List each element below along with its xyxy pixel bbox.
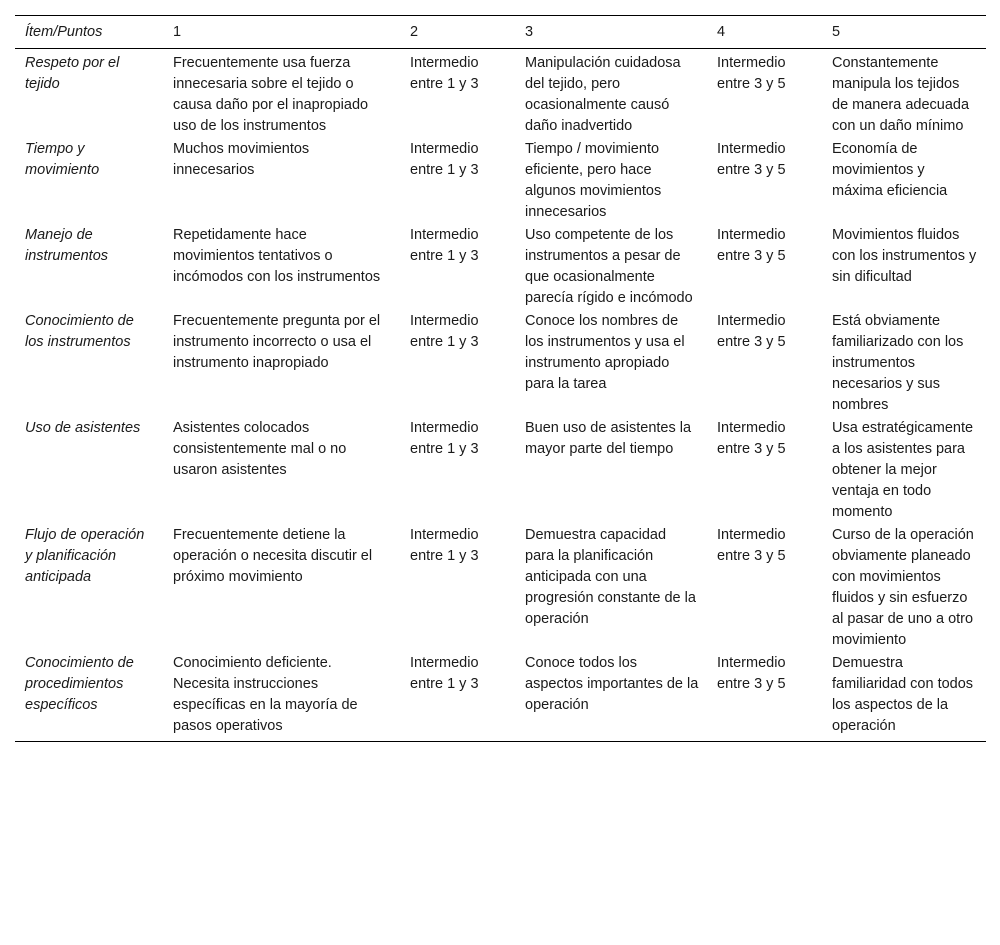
cell-score-5: Usa estratégicamente a los asistentes para obtener la mejor ventaja en todo momento (832, 420, 974, 520)
cell-score-5: Demuestra familiaridad con todos los aspectos de la operación (832, 655, 974, 734)
cell-score-2: Intermedio entre 1 y 3 (410, 55, 479, 92)
cell-score-2: Intermedio entre 1 y 3 (410, 655, 479, 692)
cell-score-3: Tiempo / movimiento eficiente, pero hace algunos movimientos innecesarios (525, 141, 662, 220)
header-score-1: 1 (173, 24, 182, 40)
table-row (15, 417, 986, 524)
cell-score-4: Intermedio entre 3 y 5 (717, 55, 786, 92)
cell-score-4: Intermedio entre 3 y 5 (717, 227, 786, 264)
cell-score-2: Intermedio entre 1 y 3 (410, 141, 479, 178)
row-item-label: Conocimiento de procedimientos específicos (25, 655, 134, 713)
row-item-label: Respeto por el tejido (25, 55, 120, 92)
cell-score-5: Constantemente manipula los tejidos de manera adecuada con un daño mínimo (832, 55, 970, 134)
cell-score-3: Conoce todos los aspectos importantes de la operación (525, 655, 699, 713)
table-row (15, 310, 986, 417)
cell-score-3: Manipulación cuidadosa del tejido, pero ocasionalmente causó daño inadvertido (525, 55, 681, 134)
row-item-label: Uso de asistentes (25, 420, 141, 436)
row-item-label: Manejo de instrumentos (25, 227, 109, 264)
header-row (15, 16, 986, 49)
cell-score-3: Conoce los nombres de los instrumentos y usa el instrumento apropiado para la tarea (525, 313, 685, 392)
header-item-points: Ítem/Puntos (25, 24, 103, 40)
row-item-label: Conocimiento de los instrumentos (25, 313, 134, 350)
cell-score-2: Intermedio entre 1 y 3 (410, 527, 479, 564)
cell-score-3: Demuestra capacidad para la planificación anticipada con una progresión constante de la operación (525, 527, 696, 627)
cell-score-3: Buen uso de asistentes la mayor parte del tiempo (525, 420, 692, 457)
cell-score-1: Repetidamente hace movimientos tentativos o incómodos con los instrumentos (173, 227, 381, 285)
table-row (15, 49, 986, 139)
table-row (15, 652, 986, 742)
cell-score-1: Conocimiento deficiente. Necesita instrucciones específicas en la mayoría de pasos operativos (173, 655, 358, 734)
cell-score-4: Intermedio entre 3 y 5 (717, 420, 786, 457)
cell-score-5: Movimientos fluidos con los instrumentos y sin dificultad (832, 227, 977, 285)
table-header (15, 16, 986, 49)
cell-score-5: Economía de movimientos y máxima eficiencia (832, 141, 948, 199)
cell-score-2: Intermedio entre 1 y 3 (410, 227, 479, 264)
table-row (15, 224, 986, 310)
header-score-5: 5 (832, 24, 841, 40)
header-score-2: 2 (410, 24, 419, 40)
rubric-table-container (15, 15, 986, 742)
cell-score-1: Frecuentemente usa fuerza innecesaria sobre el tejido o causa daño por el inapropiado uso de los instrumentos (173, 55, 369, 134)
cell-score-1: Asistentes colocados consistentemente mal o no usaron asistentes (173, 420, 347, 478)
cell-score-4: Intermedio entre 3 y 5 (717, 655, 786, 692)
cell-score-4: Intermedio entre 3 y 5 (717, 527, 786, 564)
cell-score-5: Está obviamente familiarizado con los instrumentos necesarios y sus nombres (832, 313, 964, 413)
table-body (15, 49, 986, 742)
table-row (15, 524, 986, 652)
cell-score-1: Muchos movimientos innecesarios (173, 141, 310, 178)
row-item-label: Flujo de operación y planificación anticipada (25, 527, 145, 585)
cell-score-4: Intermedio entre 3 y 5 (717, 313, 786, 350)
cell-score-4: Intermedio entre 3 y 5 (717, 141, 786, 178)
header-score-4: 4 (717, 24, 726, 40)
cell-score-3: Uso competente de los instrumentos a pesar de que ocasionalmente parecía rígido e incómodo (525, 227, 693, 306)
cell-score-5: Curso de la operación obviamente planeado con movimientos fluidos y sin esfuerzo al pasar de uno a otro movimiento (832, 527, 974, 648)
row-item-label: Tiempo y movimiento (25, 141, 100, 178)
rubric-table (15, 15, 986, 742)
cell-score-2: Intermedio entre 1 y 3 (410, 313, 479, 350)
header-score-3: 3 (525, 24, 534, 40)
cell-score-1: Frecuentemente detiene la operación o necesita discutir el próximo movimiento (173, 527, 373, 585)
table-row (15, 138, 986, 224)
cell-score-1: Frecuentemente pregunta por el instrumento incorrecto o usa el instrumento inapropiado (173, 313, 381, 371)
cell-score-2: Intermedio entre 1 y 3 (410, 420, 479, 457)
